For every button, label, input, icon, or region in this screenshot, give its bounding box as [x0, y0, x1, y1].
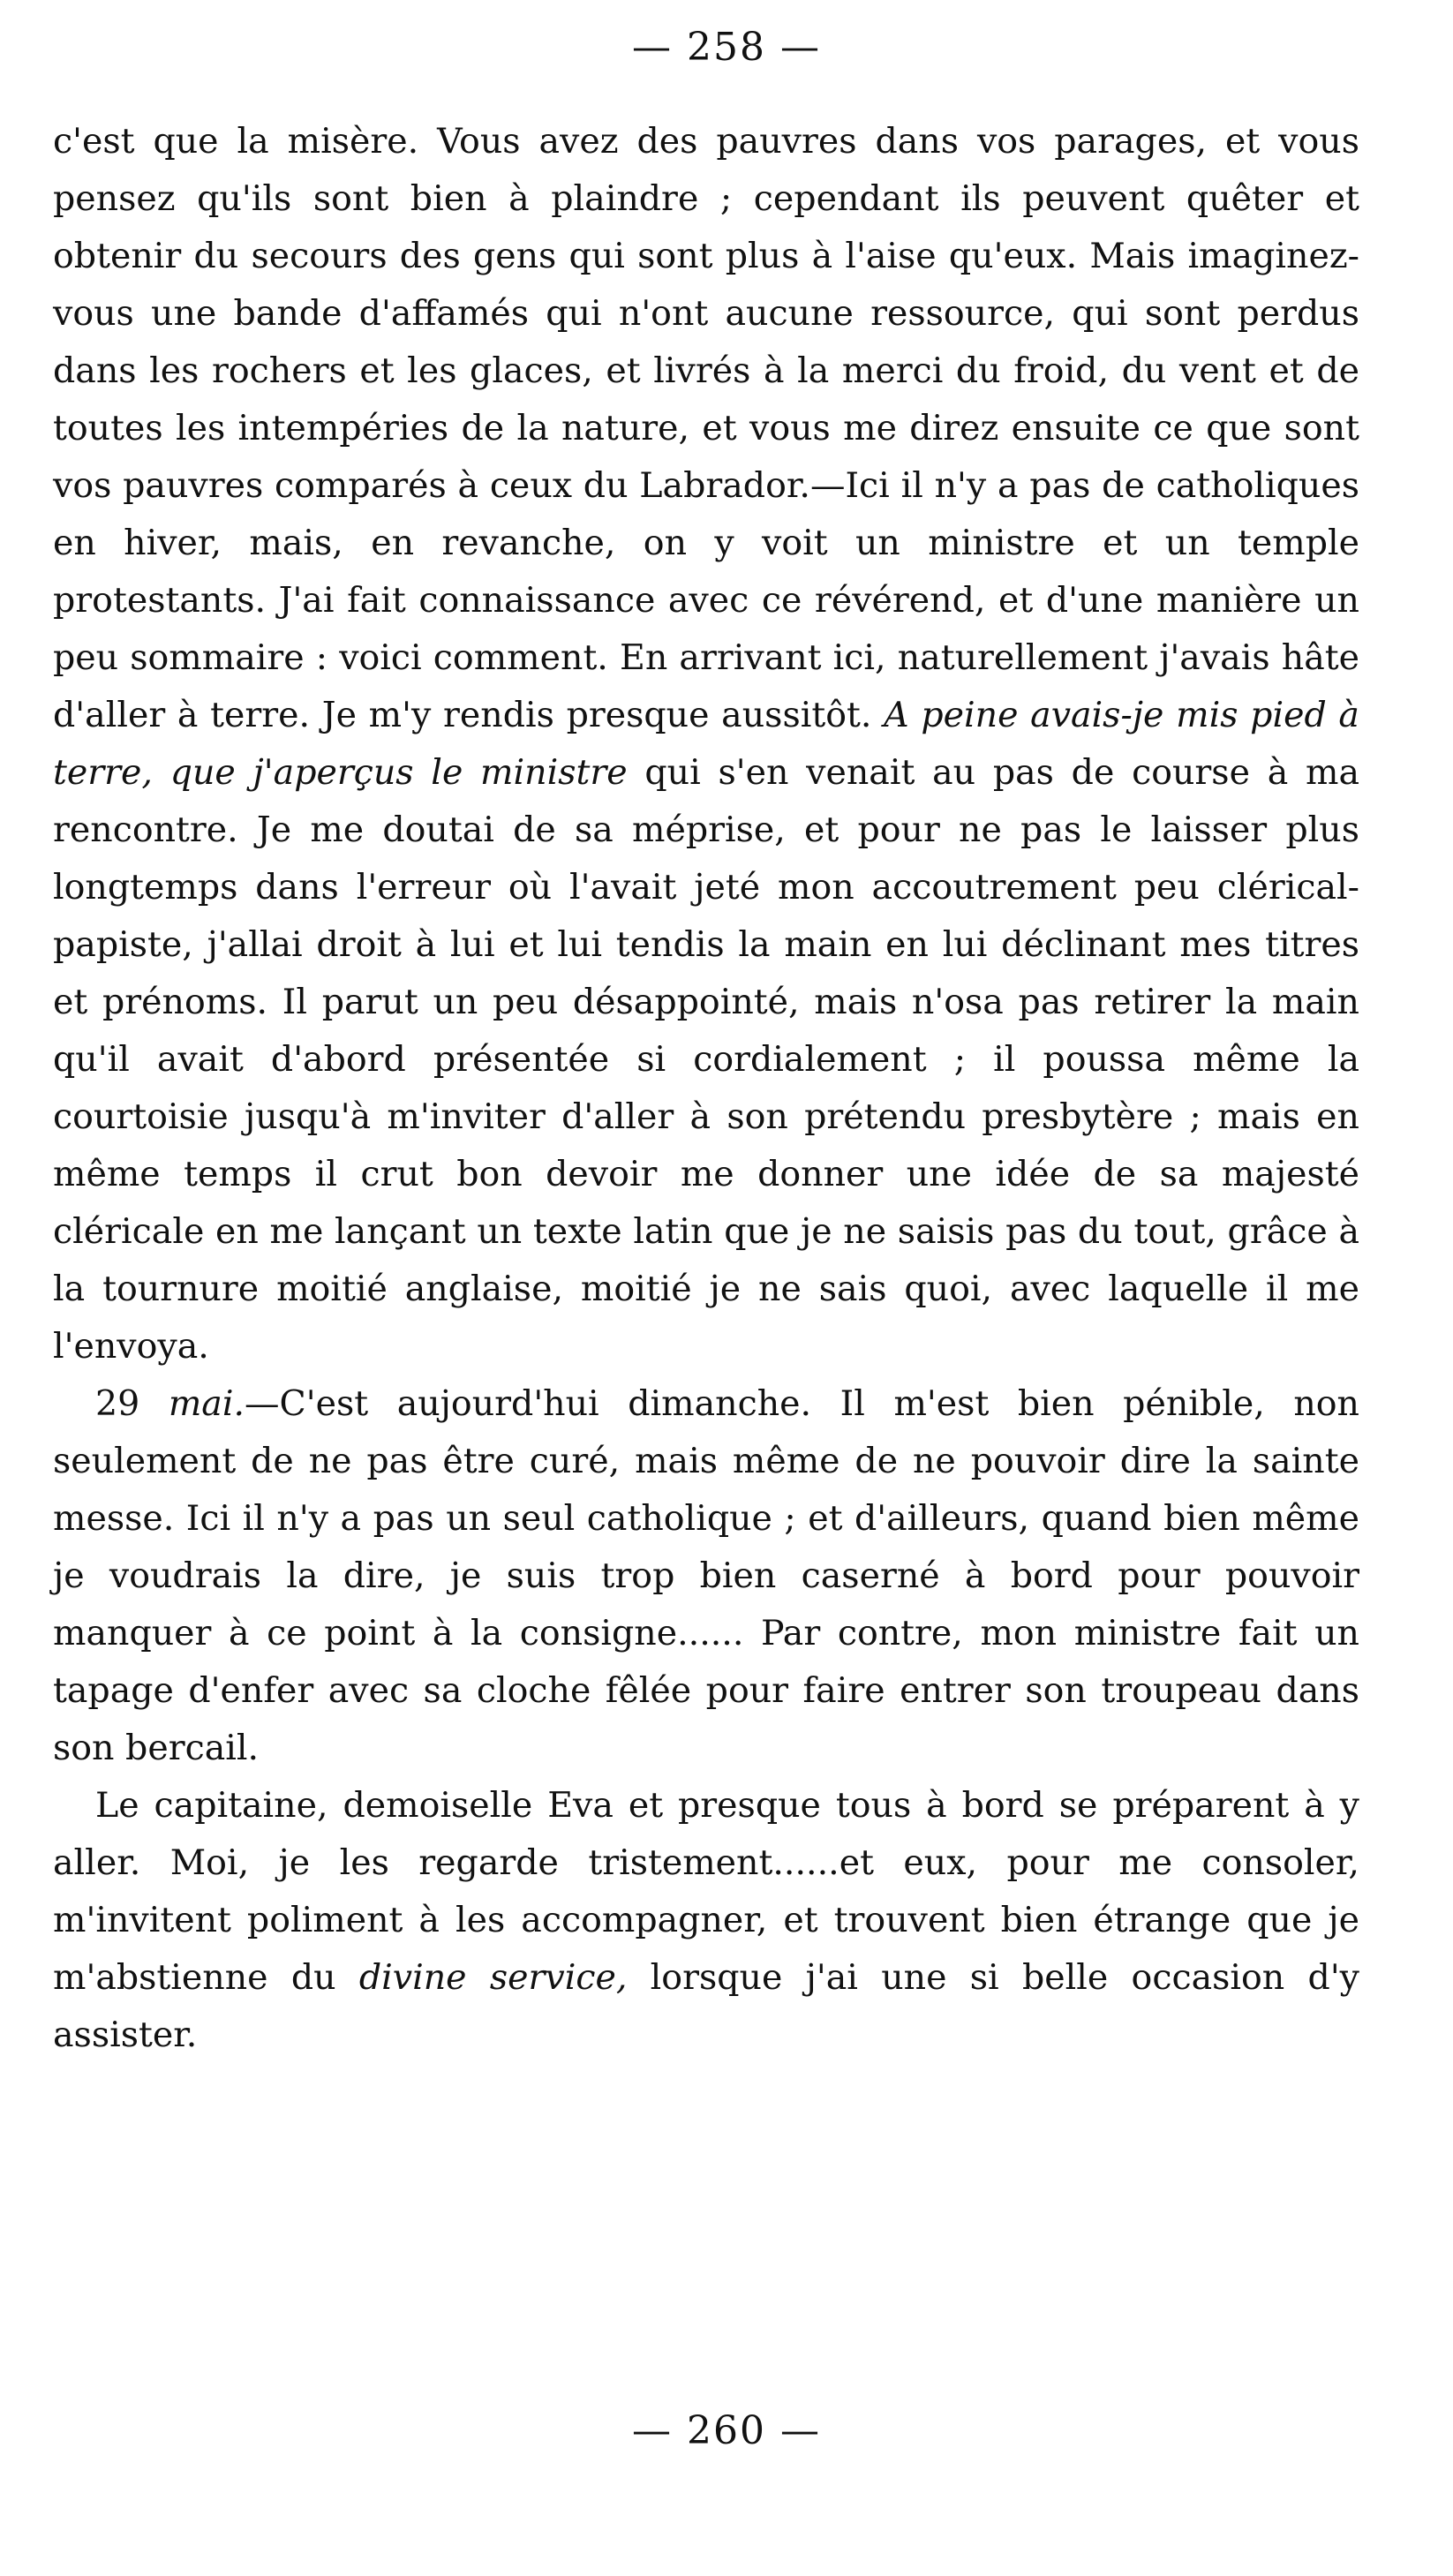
text-segment: Le capitaine, demoiselle Eva et presque tous à bord se préparent à y aller. Moi, je les regarde tristement......et eux, pour me consoler, m'invitent poliment à les accompagner, et trouvent bien étrange que je m'abstienne du [53, 1785, 1359, 1998]
text-segment: qui s'en venait au pas de course à ma rencontre. Je me doutai de sa méprise, et pour ne pas le laisser plus longtemps dans l'erreur où l'avait jeté mon accoutrement peu clérical-papiste, j'allai droit à lui et lui tendis la main en lui déclinant mes titres et prénoms. Il parut un peu désappointé, mais n'osa pas retirer la main qu'il avait d'abord présentée si cordialement ; il poussa même la courtoisie jusqu'à m'inviter d'aller à son prétendu presbytère ; mais en même temps il crut bon devoir me donner une idée de sa majesté cléricale en me lançant un texte latin que je ne saisis pas du tout, grâce à la tournure moitié anglaise, moitié je ne sais quoi, avec laquelle il me l'envoya. [53, 752, 1359, 1367]
text-segment: c'est que la misère. Vous avez des pauvres dans vos parages, et vous pensez qu'ils sont bien à plaindre ; cependant ils peuvent quêter et obtenir du secours des gens qui sont plus à l'aise qu'eux. Mais imaginez-vous une bande d'affamés qui n'ont aucune ressource, qui sont perdus dans les rochers et les glaces, et livrés à la merci du froid, du vent et de toutes les intempéries de la nature, et vous me direz ensuite ce que sont vos pauvres comparés à ceux du Labrador.—Ici il n'y a pas de catholiques en hiver, mais, en revanche, on y voit un ministre et un temple protestants. J'ai fait connaissance avec ce révérend, et d'une manière un peu sommaire : voici comment. En arrivant ici, naturellement j'avais hâte d'aller à terre. Je m'y rendis presque aussitôt. [53, 121, 1359, 735]
paragraph-29-mai [53, 1375, 1359, 1777]
text-segment: lorsque j'ai une si belle occasion d'y assister. [53, 1957, 1359, 2055]
text-segment: 29 [95, 1383, 169, 1424]
page-number-bottom: — 260 — [632, 2408, 821, 2453]
text-segment: —C'est aujourd'hui dimanche. Il m'est bien pénible, non seulement de ne pas être curé, mais même de ne pouvoir dire la sainte messe. Ici il n'y a pas un seul catholique ; et d'ailleurs, quand bien même je voudrais la dire, je suis trop bien caserné à bord pour pouvoir manquer à ce point à la consigne...... Par contre, mon ministre fait un tapage d'enfer avec sa cloche fêlée pour faire entrer son troupeau dans son bercail. [53, 1383, 1359, 1768]
paragraph-labrador [53, 113, 1359, 1375]
italic-segment: A peine avais-je mis pied à terre, que j'aperçus le ministre [53, 695, 1359, 793]
page-body [53, 113, 1359, 2064]
italic-segment: divine service, [358, 1957, 628, 1998]
page-number-top: — 258 — [632, 25, 821, 70]
paragraph-capitaine [53, 1777, 1359, 2064]
italic-segment: mai. [168, 1383, 245, 1424]
